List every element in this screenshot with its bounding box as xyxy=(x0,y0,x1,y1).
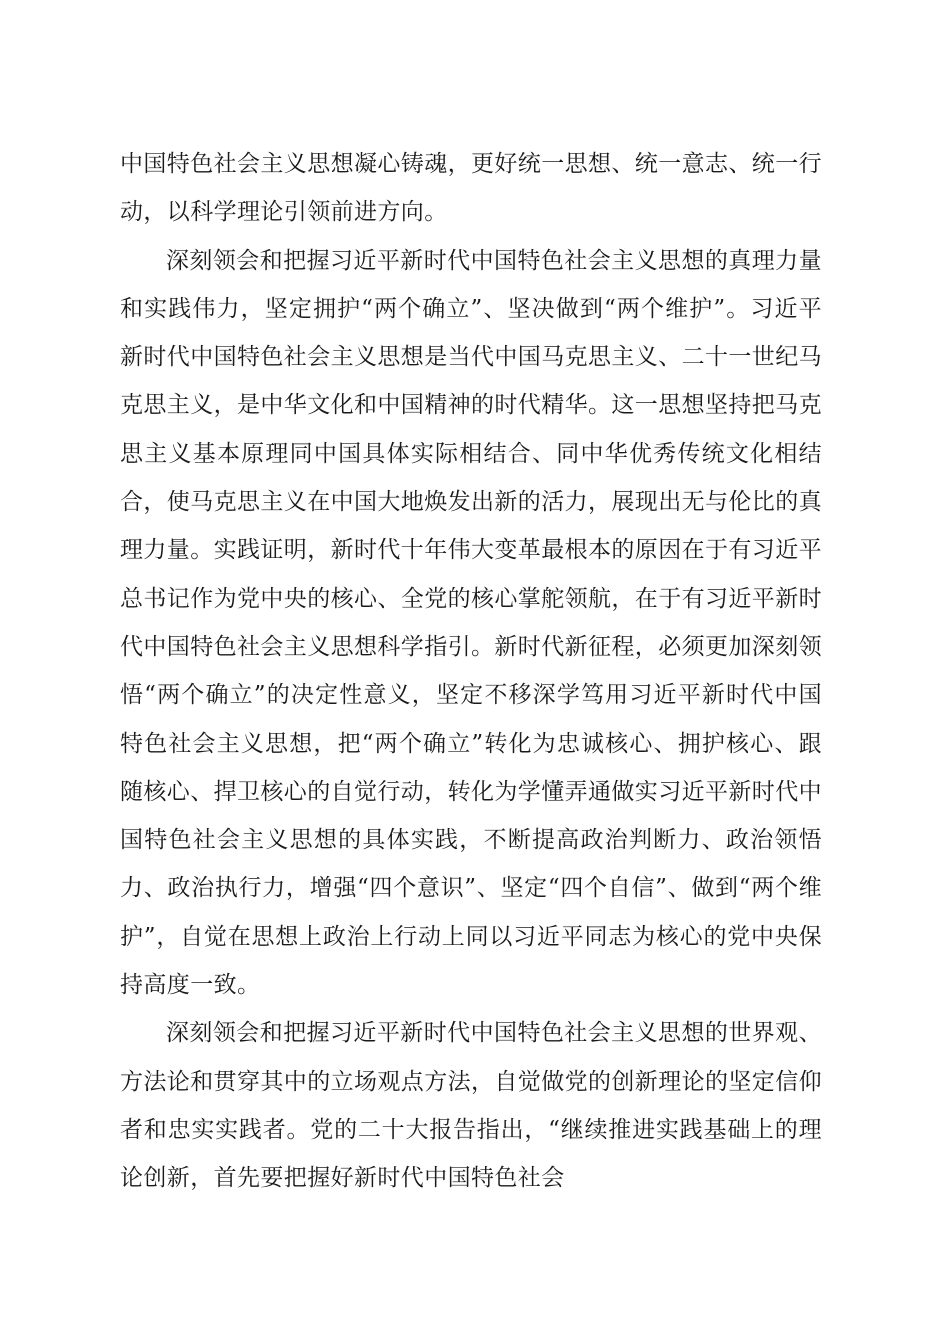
document-body xyxy=(120,140,822,1203)
paragraph-continuation: 中国特色社会主义思想凝心铸魂，更好统一思想、统一意志、统一行动，以科学理论引领前进方向。 xyxy=(120,151,822,226)
paragraph-truth-power: 深刻领会和把握习近平新时代中国特色社会主义思想的真理力量和实践伟力，坚定拥护“两个确立”、坚决做到“两个维护”。习近平新时代中国特色社会主义思想是当代中国马克思主义、二十一世纪马克思主义，是中华文化和中国精神的时代精华。这一思想坚持把马克思主义基本原理同中国具体实际相结合、同中华优秀传统文化相结合，使马克思主义在中国大地焕发出新的活力，展现出无与伦比的真理力量。实践证明，新时代十年伟大变革最根本的原因在于有习近平总书记作为党中央的核心、全党的核心掌舵领航，在于有习近平新时代中国特色社会主义思想科学指引。新时代新征程，必须更加深刻领悟“两个确立”的决定性意义，坚定不移深学笃用习近平新时代中国特色社会主义思想，把“两个确立”转化为忠诚核心、拥护核心、跟随核心、捍卫核心的自觉行动，转化为学懂弄通做实习近平新时代中国特色社会主义思想的具体实践，不断提高政治判断力、政治领悟力、政治执行力，增强“四个意识”、坚定“四个自信”、做到“两个维护”，自觉在思想上政治上行动上同以习近平同志为核心的党中央保持高度一致。 xyxy=(120,247,822,999)
paragraph-worldview-methodology: 深刻领会和把握习近平新时代中国特色社会主义思想的世界观、方法论和贯穿其中的立场观点方法，自觉做党的创新理论的坚定信仰者和忠实实践者。党的二十大报告指出，“继续推进实践基础上的理论创新，首先要把握好新时代中国特色社会 xyxy=(120,1020,822,1192)
